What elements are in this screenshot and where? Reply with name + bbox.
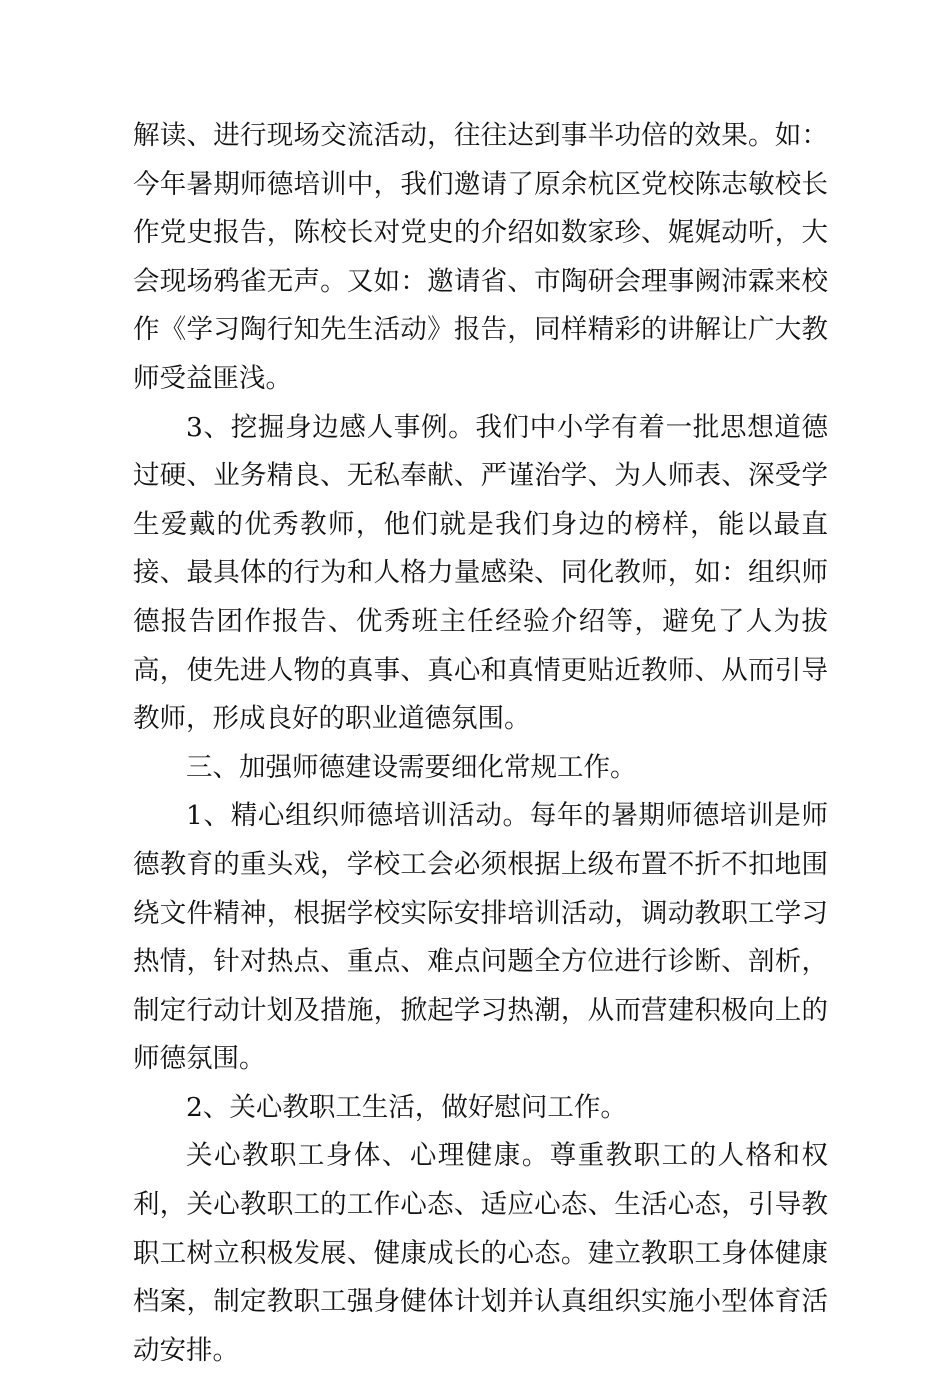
paragraph-item-1: 1、精心组织师德培训活动。每年的暑期师德培训是师德教育的重头戏，学校工会必须根据上级布置不折不扣地围绕文件精神，根据学校实际安排培训活动，调动教职工学习热情，针对热点、重点、难点问题全方位进行诊断、剖析，制定行动计划及措施，掀起学习热潮，从而营建积极向上的师德氛围。 (133, 800, 828, 1075)
paragraph-example-3: 3、挖掘身边感人事例。我们中小学有着一批思想道德过硬、业务精良、无私奉献、严谨治学、为人师表、深受学生爱戴的优秀教师，他们就是我们身边的榜样，能以最直接、最具体的行为和人格力量感染、同化教师，如：组织师德报告团作报告、优秀班主任经验介绍等，避免了人为拔高，使先进人物的真事、真心和真情更贴近教师、从而引导教师，形成良好的职业道德氛围。 (133, 411, 828, 735)
document-body (133, 112, 828, 1375)
section-heading-3: 三、加强师德建设需要细化常规工作。 (186, 751, 637, 783)
paragraph-item-2: 2、关心教职工生活，做好慰问工作。 (186, 1091, 627, 1123)
paragraph-continuation: 解读、进行现场交流活动，往往达到事半功倍的效果。如：今年暑期师德培训中，我们邀请了原余杭区党校陈志敏校长作党史报告，陈校长对党史的介绍如数家珍、娓娓动听，大会现场鸦雀无声。又如：邀请省、市陶研会理事阙沛霖来校作《学习陶行知先生活动》报告，同样精彩的讲解让广大教师受益匪浅。 (133, 120, 828, 394)
paragraph-health: 关心教职工身体、心理健康。尊重教职工的人格和权利，关心教职工的工作心态、适应心态、生活心态，引导教职工树立积极发展、健康成长的心态。建立教职工身体健康档案，制定教职工强身健体计划并认真组织实施小型体育活动安排。 (133, 1140, 828, 1366)
